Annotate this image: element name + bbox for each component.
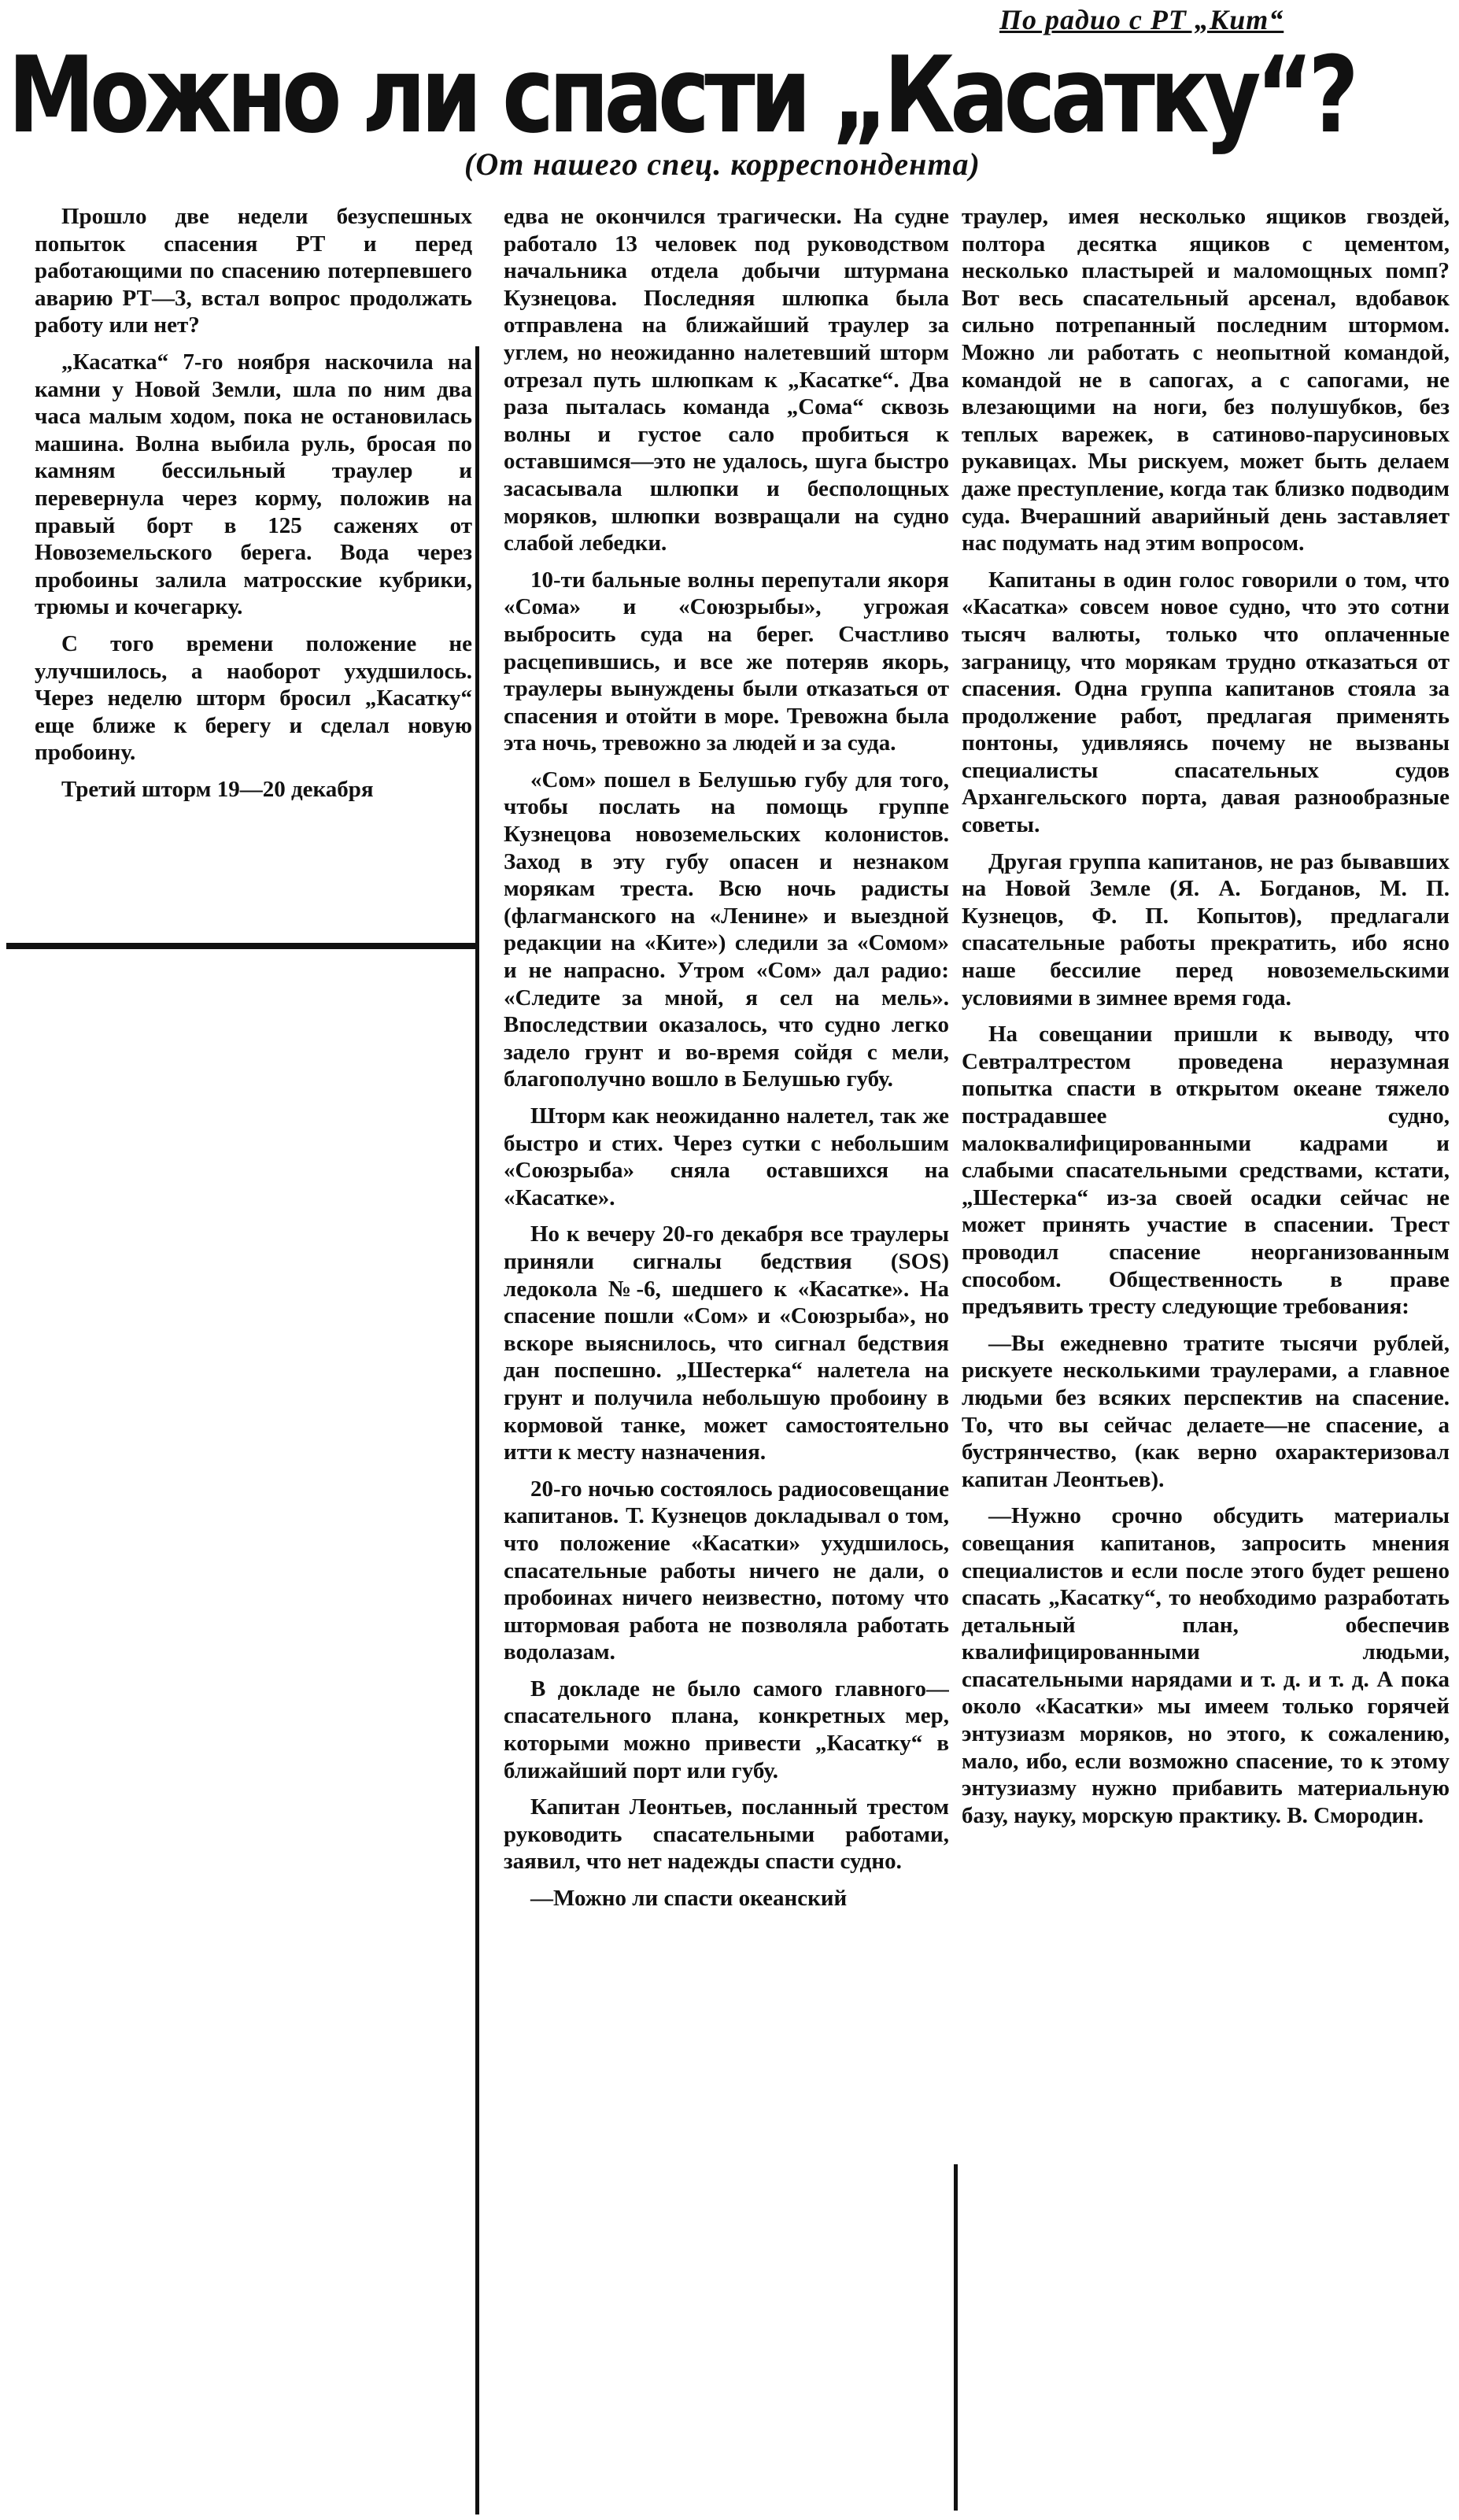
paragraph: С того времени положение не улучшилось, а наоборот ухудшилось. Через неделю шторм бросил „Касатку“ еще ближе к берегу и сделал новую пробоину. <box>35 630 472 766</box>
paragraph <box>962 1502 1450 1829</box>
column-rule-right <box>954 2164 958 2511</box>
paragraph: Другая группа капитанов, не раз бывавших на Новой Земле (Я. А. Богданов, М. П. Кузнецов, Ф. П. Копытов), предлагали спасательные работы прекратить, ибо ясно наше бессилие перед новоземельскими условиями в зимнее время года. <box>962 848 1450 1011</box>
article-column-2 <box>504 203 949 2485</box>
column-rule-left <box>475 346 479 2514</box>
paragraph: траулер, имея несколько ящиков гвоздей, полтора десятка ящиков с цементом, несколько пластырей и маломощных помп? Вот весь спасательный арсенал, вдобавок сильно потрепанный последним штормом. Можно ли работать с неопытной командой, командой не в сапогах, а с сапогами, не влезающими на ноги, без полушубков, без теплых варежек, в сатиново-парусиновых рукавицах. Мы рискуем, может быть делаем даже преступление, когда так близко подводим суда. Вчерашний аварийный день заставляет нас подумать над этим вопросом. <box>962 204 1450 556</box>
horizontal-rule <box>6 943 477 949</box>
source-line: По радио с РТ „Кит“ <box>999 4 1284 35</box>
paragraph: Но к вечеру 20-го декабря все траулеры приняли сигналы бедствия (SOS) ледокола №-6, шедшего к «Касатке». На спасение пошли «Сом» и «Союзрыба», но вскоре выяснилось, что сигнал бедствия дан поспешно. „Шестерка“ налетела на грунт и получила небольшую пробоину в кормовой танке, может самостоятельно итти к месту назначения. <box>504 1221 949 1465</box>
paragraph: 10-ти бальные волны перепутали якоря «Сома» и «Союзрыбы», угрожая выбросить суда на берег. Счастливо расцепившись, и все же потеряв якорь, траулеры вынуждены были отказаться от спасения и отойти в море. Тревожна была эта ночь, тревожно за людей и за суда. <box>504 567 949 756</box>
headline: Можно ли спасти „Касатку“? <box>8 34 1354 157</box>
paragraph: Капитаны в один голос говорили о том, что «Касатка» совсем новое судно, что это сотни тысяч валюты, только что оплаченные заграницу, что морякам трудно отказаться от спасения. Одна группа капитанов стояла за продолжение работ, предлагая применять понтоны, удивляясь почему не вызваны специалисты спасательных судов Архангельского порта, давая разнообразные советы. <box>962 567 1450 838</box>
paragraph: В докладе не было самого главного—спасательного плана, конкретных мер, которыми можно привести „Касатку“ в ближайший порт или губу. <box>504 1676 949 1783</box>
paragraph: Прошло две недели безуспешных попыток спасения РТ и перед работающими по спасению потерпевшего аварию РТ—3, встал вопрос продолжать работу или нет? <box>35 204 472 338</box>
byline: (От нашего спец. корреспондента) <box>464 146 981 182</box>
paragraph: «Сом» пошел в Белушью губу для того, чтобы послать на помощь группе Кузнецова новоземельских колонистов. Заход в эту губу опасен и незнаком морякам треста. Всю ночь радисты (флагманского на «Ленине» и выездной редакции на «Ките») следили за «Сомом» и не напрасно. Утром «Сом» дал радио: «Следите за мной, я сел на мель». Впоследствии оказалось, что судно легко задело грунт и во-время сойдя с мели, благополучно вошло в Белушью губу. <box>504 767 949 1092</box>
paragraph: Капитан Леонтьев, посланный трестом руководить спасательными работами, заявил, что нет надежды спасти судно. <box>504 1794 949 1875</box>
paragraph: Шторм как неожиданно налетел, так же быстро и стих. Через сутки с небольшим «Союзрыба» сняла оставшихся на «Касатке». <box>504 1103 949 1210</box>
paragraph: —Можно ли спасти океанский <box>530 1886 848 1912</box>
signature: В. Смородин. <box>1287 1802 1424 1828</box>
paragraph: едва не окончился трагически. На судне работало 13 человек под руководством начальника отдела добычи штурмана Кузнецова. Последняя шлюпка была отправлена на ближайший траулер за углем, но неожиданно налетевший шторм отрезал путь шлюпкам к „Касатке“. Два раза пыталась команда „Сома“ сквозь волны и густое сало пробиться к оставшимся—это не удалось, шуга быстро засасывала шлюпки и бесполощных моряков, шлюпки возвращали на судно слабой лебедки. <box>504 204 949 556</box>
paragraph: На совещании пришли к выводу, что Севтралтрестом проведена неразумная попытка спасти в открытом океане тяжело пострадавшее судно, малоквалифицированными кадрами и слабыми спасательными средствами, кстати, „Шестерка“ из-за своей осадки сейчас не может принять участие в спасении. Трест проводил спасение неорганизованным способом. Общественность в праве предъявить тресту следующие требования: <box>962 1022 1450 1320</box>
paragraph-text: —Нужно срочно обсудить материалы совещания капитанов, запросить мнения специалистов и если после этого будет решено спасать „Касатку“, то необходимо разработать детальный план, обеспечив квалифицированными людьми, спасательными нарядами и т. д. и т. д. А пока около «Касатки» мы имеем только горячей энтузиазм моряков, но этого, к сожалению, мало, ибо, если возможно спасение, то к этому энтузиазму нужно прибавить материальную базу, науку, морскую практику. <box>962 1503 1450 1828</box>
paragraph: Третий шторм 19—20 декабря <box>61 776 374 802</box>
paragraph: —Вы ежедневно тратите тысячи рублей, рискуете несколькими траулерами, а главное людьми без всяких перспектив на спасение. То, что вы сейчас делаете—не спасение, а бустрянчество, (как верно охарактеризовал капитан Леонтьев). <box>962 1330 1450 1492</box>
paragraph: 20-го ночью состоялось радиосовещание капитанов. Т. Кузнецов докладывал о том, что положение «Касатки» ухудшилось, спасательные работы ничего не дали, о пробоинах ничего неизвестно, потому что штормовая работа не позволяла работать водолазам. <box>504 1476 949 1665</box>
article-column-3 <box>962 203 1450 2485</box>
paragraph: „Касатка“ 7-го ноября наскочила на камни у Новой Земли, шла по ним два часа малым ходом, пока не остановилась машина. Волна выбила руль, бросая по камням бессильный траулер и перевернула через корму, положив на правый борт в 125 саженях от Новоземельского берега. Вода через пробоины залила матросские кубрики, трюмы и кочегарку. <box>35 349 472 620</box>
article-column-1 <box>35 203 472 943</box>
